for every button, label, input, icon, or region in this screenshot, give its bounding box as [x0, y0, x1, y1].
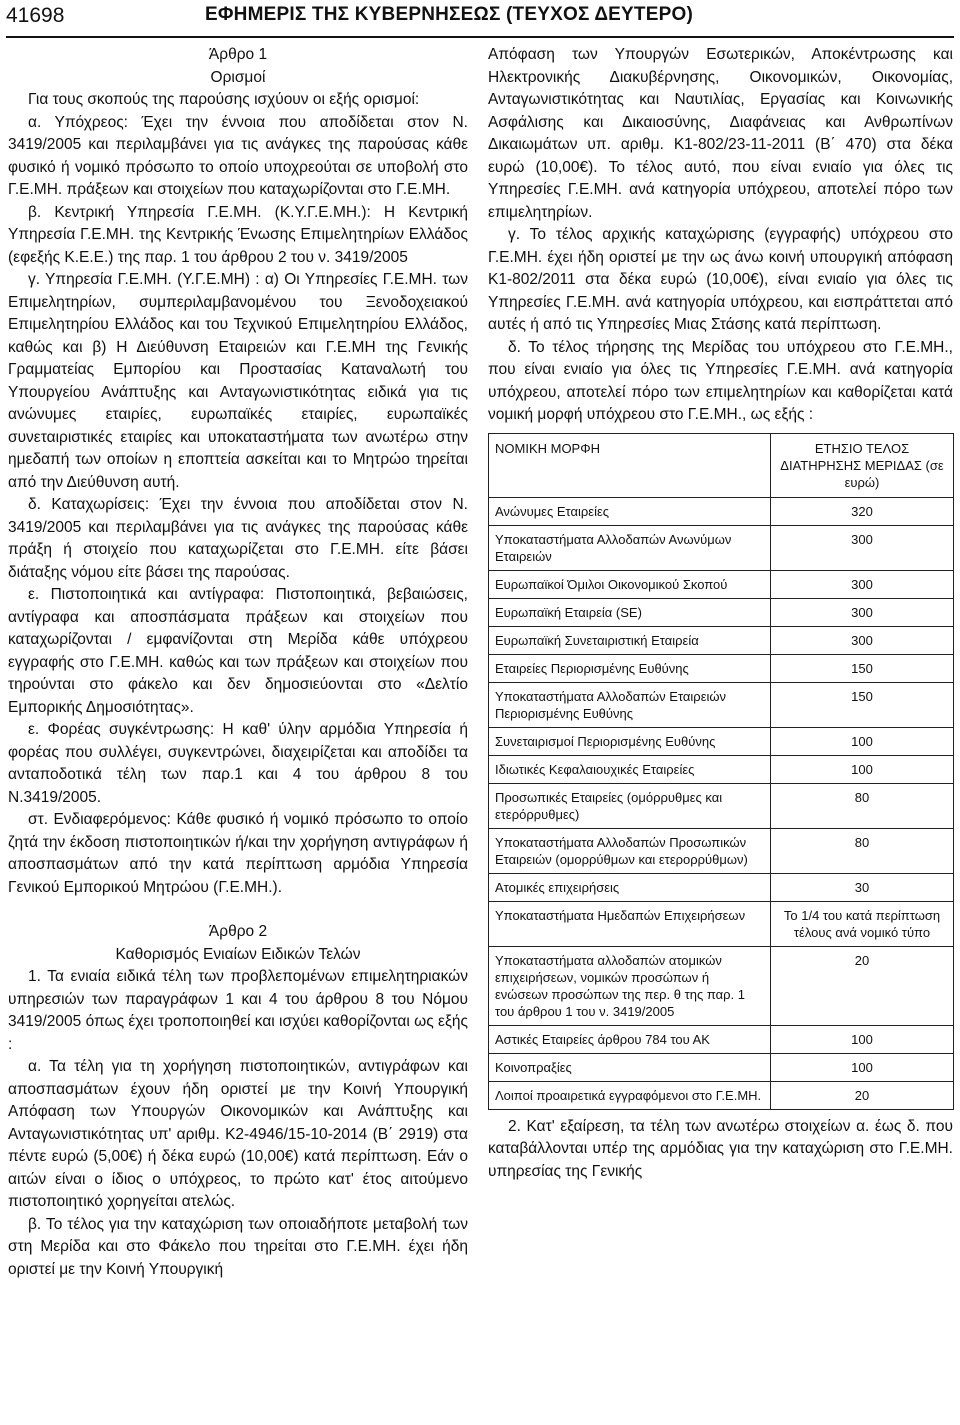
legal-form-cell: Προσωπικές Εταιρείες (ομόρρυθμες και ετερόρρυθμες)	[489, 783, 771, 828]
annual-fee-cell: 100	[771, 1025, 954, 1053]
legal-form-cell: Υποκαταστήματα Αλλοδαπών Προσωπικών Εταιρειών (ομορρύθμων και ετερορρύθμων)	[489, 828, 771, 873]
column-header-legal-form: ΝΟΜΙΚΗ ΜΟΡΦΗ	[489, 433, 771, 497]
table-row	[489, 828, 954, 873]
column-header-annual-fee: ΕΤΗΣΙΟ ΤΕΛΟΣ ΔΙΑΤΗΡΗΣΗΣ ΜΕΡΙΔΑΣ (σε ευρώ)	[771, 433, 954, 497]
article-1-subtitle: Ορισμοί	[210, 68, 266, 86]
table-row	[489, 727, 954, 755]
right-column	[488, 44, 953, 1183]
annual-fee-cell: Το 1/4 του κατά περίπτωση τέλους ανά νομικό τύπο	[771, 901, 954, 946]
legal-form-cell: Εταιρείες Περιορισμένης Ευθύνης	[489, 654, 771, 682]
page-header	[0, 0, 960, 40]
legal-form-cell: Συνεταιρισμοί Περιορισμένης Ευθύνης	[489, 727, 771, 755]
table-row	[489, 1053, 954, 1081]
annual-fee-cell: 320	[771, 497, 954, 525]
paragraph: δ. Το τέλος τήρησης της Μερίδας του υπόχρεου στο Γ.Ε.ΜΗ., που είναι ενιαίο για όλες τις Υπηρεσίες Γ.Ε.ΜΗ. ανά κατηγορία υπόχρεου, αποτελεί πόρο των επιμελητηρίων και καθορίζεται κατά νομική μορφή υπόχρεου στο Γ.Ε.ΜΗ., ως εξής :	[488, 338, 953, 423]
annual-fee-cell: 100	[771, 727, 954, 755]
page-number: 41698	[6, 4, 65, 27]
paragraph: γ. Το τέλος αρχικής καταχώρισης (εγγραφής) υπόχρεου στο Γ.Ε.ΜΗ. έχει ήδη οριστεί με την ως άνω κοινή υπουργική απόφαση Κ1-802/2011 στα δέκα ευρώ (10,00€), είναι ενιαίο για όλες τις Υπηρεσίες Γ.Ε.ΜΗ. ανά κατηγορία υπόχρεου, και εισπράττεται από αυτές ή από τις Υπηρεσίες Μιας Στάσης κατά περίπτωση.	[488, 226, 953, 333]
table-row	[489, 570, 954, 598]
table-row	[489, 497, 954, 525]
left-column	[8, 44, 468, 1281]
paragraph: Για τους σκοπούς της παρούσης ισχύουν οι εξής ορισμοί:	[28, 91, 420, 108]
annual-fee-cell: 80	[771, 783, 954, 828]
legal-form-cell: Υποκαταστήματα Αλλοδαπών Ανωνύμων Εταιρειών	[489, 525, 771, 570]
journal-title: ΕΦΗΜΕΡΙΣ ΤΗΣ ΚΥΒΕΡΝΗΣΕΩΣ (ΤΕΥΧΟΣ ΔΕΥΤΕΡΟ)	[205, 4, 693, 25]
annual-fee-cell: 300	[771, 570, 954, 598]
table-row	[489, 626, 954, 654]
legal-form-cell: Λοιποί προαιρετικά εγγραφόμενοι στο Γ.Ε.ΜΗ.	[489, 1081, 771, 1109]
paragraph: β. Το τέλος για την καταχώριση των οποιαδήποτε μεταβολή των στη Μερίδα και στο Φάκελο που τηρείται στο Γ.Ε.ΜΗ. έχει ήδη οριστεί με την Κοινή Υπουργική	[8, 1215, 468, 1278]
legal-form-cell: Ευρωπαϊκή Συνεταιριστική Εταιρεία	[489, 626, 771, 654]
table-row	[489, 946, 954, 1025]
article-1-title: Άρθρο 1	[208, 46, 268, 63]
legal-form-cell: Ανώνυμες Εταιρείες	[489, 497, 771, 525]
table-row	[489, 654, 954, 682]
annual-fee-cell: 30	[771, 873, 954, 901]
legal-form-cell: Ατομικές επιχειρήσεις	[489, 873, 771, 901]
paragraph: 1. Τα ενιαία ειδικά τέλη των προβλεπομένων επιμελητηριακών υπηρεσιών των παραγράφων 1 και 4 του άρθρου 8 του Νόμου 3419/2005 όπως έχει τροποποιηθεί και ισχύει καθορίζονται ως εξής :	[8, 968, 468, 1053]
annual-fee-cell: 150	[771, 682, 954, 727]
paragraph: ε. Πιστοποιητικά και αντίγραφα: Πιστοποιητικά, βεβαιώσεις, αντίγραφα και αποσπάσματα πράξεων και στοιχείων που καταχωρίζονται / εμφανίζονται στη Μερίδα κάθε υπόχρεου εγγραφής στο Γ.Ε.ΜΗ. καθώς και των πράξεων και στοιχείων που τηρούνται στο φάκελο και δεν δημοσιεύονται στο «Δελτίο Εμπορικής Δημοσιότητας».	[8, 586, 468, 716]
annual-fee-cell: 150	[771, 654, 954, 682]
table-row	[489, 1081, 954, 1109]
annual-fee-cell: 100	[771, 755, 954, 783]
legal-form-cell: Υποκαταστήματα Αλλοδαπών Εταιρειών Περιορισμένης Ευθύνης	[489, 682, 771, 727]
legal-form-cell: Κοινοπραξίες	[489, 1053, 771, 1081]
paragraph: ε. Φορέας συγκέντρωσης: Η καθ' ύλην αρμόδια Υπηρεσία ή φορέας που συλλέγει, συγκεντρώνει, διαχειρίζεται και αποδίδει τα ανταποδοτικά τέλη των παρ.1 και 4 του άρθρου 8 του Ν.3419/2005.	[8, 721, 468, 806]
annual-fee-cell: 20	[771, 946, 954, 1025]
paragraph: Απόφαση των Υπουργών Εσωτερικών, Αποκέντρωσης και Ηλεκτρονικής Διακυβέρνησης, Οικονομικών, Οικονομίας, Ανταγωνιστικότητας και Ναυτιλίας, Εργασίας και Κοινωνικής Ασφάλισης και Δικαιοσύνης, Διαφάνειας και Ανθρωπίνων Δικαιωμάτων υπ. αριθμ. Κ1-802/23-11-2011 (Β΄ 470) στα δέκα ευρώ (10,00€). Το τέλος αυτό, που είναι ενιαίο για όλες τις Υπηρεσίες Γ.Ε.ΜΗ. ανά κατηγορία υπόχρεου, αποτελεί πόρο των επιμελητηρίων.	[488, 46, 953, 221]
legal-form-cell: Ιδιωτικές Κεφαλαιουχικές Εταιρείες	[489, 755, 771, 783]
paragraph: δ. Καταχωρίσεις: Έχει την έννοια που αποδίδεται στον Ν. 3419/2005 και περιλαμβάνει για τις ανάγκες της παρούσας κάθε πράξη ή στοιχείο που καταχωρίζεται στο Γ.Ε.ΜΗ. είτε βάσει διάταξης νόμου είτε βάσει της παρούσας.	[8, 496, 468, 581]
table-row	[489, 873, 954, 901]
paragraph: στ. Ενδιαφερόμενος: Κάθε φυσικό ή νομικό πρόσωπο το οποίο ζητά την έκδοση πιστοποιητικών ή/και την χορήγηση αντιγράφων ή αποσπασμάτων από την κατά περίπτωση αρμόδια Υπηρεσία Γενικού Εμπορικού Μητρώου (Γ.Ε.ΜΗ.).	[8, 811, 468, 896]
table-header-row	[489, 433, 954, 497]
legal-form-cell: Υποκαταστήματα αλλοδαπών ατομικών επιχειρήσεων, νομικών προσώπων ή ενώσεων προσώπων της περ. θ της παρ. 1 του άρθρου 1 του ν. 3419/2005	[489, 946, 771, 1025]
legal-form-cell: Υποκαταστήματα Ημεδαπών Επιχειρήσεων	[489, 901, 771, 946]
paragraph: α. Υπόχρεος: Έχει την έννοια που αποδίδεται στον Ν. 3419/2005 και περιλαμβάνει για τις ανάγκες της παρούσας κάθε φυσικό ή νομικό πρόσωπο το οποίο υποχρεούται σε υποβολή στο Γ.Ε.ΜΗ. πράξεων και στοιχείων που καταχωρίζονται στο Γ.Ε.ΜΗ.	[8, 113, 468, 198]
legal-form-cell: Ευρωπαϊκοί Όμιλοι Οικονομικού Σκοπού	[489, 570, 771, 598]
annual-fee-cell: 300	[771, 626, 954, 654]
header-rule	[6, 36, 954, 38]
paragraph: 2. Κατ' εξαίρεση, τα τέλη των ανωτέρω στοιχείων α. έως δ. που καταβάλλονται υπέρ της αρμόδιας για την καταχώριση στο Γ.Ε.ΜΗ. υπηρεσίας της Γενικής	[488, 1117, 953, 1180]
fee-table-body	[489, 497, 954, 1109]
fee-table	[488, 433, 954, 1110]
annual-fee-cell: 300	[771, 525, 954, 570]
table-row	[489, 755, 954, 783]
annual-fee-cell: 300	[771, 598, 954, 626]
table-row	[489, 783, 954, 828]
table-row	[489, 682, 954, 727]
legal-form-cell: Αστικές Εταιρείες άρθρου 784 του ΑΚ	[489, 1025, 771, 1053]
paragraph: β. Κεντρική Υπηρεσία Γ.Ε.ΜΗ. (Κ.Υ.Γ.Ε.ΜΗ.): Η Κεντρική Υπηρεσία Γ.Ε.ΜΗ. της Κεντρικής Ένωσης Επιμελητηρίων Ελλάδος (εφεξής Κ.Ε.Ε.) της παρ. 1 του άρθρου 2 του ν. 3419/2005	[8, 203, 468, 266]
annual-fee-cell: 100	[771, 1053, 954, 1081]
table-row	[489, 1025, 954, 1053]
article-2-subtitle: Καθορισμός Ενιαίων Ειδικών Τελών	[115, 945, 361, 963]
paragraph: γ. Υπηρεσία Γ.Ε.ΜΗ. (Υ.Γ.Ε.ΜΗ) : α) Οι Υπηρεσίες Γ.Ε.ΜΗ. των Επιμελητηρίων, συμπεριλαμβανομένου του Ξενοδοχειακού Επιμελητηρίου Ελλάδος και του Τεχνικού Επιμελητηρίου Ελλάδος, καθώς και β) Η Διεύθυνση Εταιρειών και Γ.Ε.ΜΗ της Γενικής Γραμματείας Εμπορίου και Προστασίας Καταναλωτή του Υπουργείου Ανάπτυξης και Ανταγωνιστικότητας ειδικά για τις ανώνυμες εταιρίες, ευρωπαϊκές εταιρίες, ευρωπαϊκές συνεταιριστικές εταιρίες και υποκαταστήματα των ανωτέρω στην ημεδαπή των οποίων η εποπτεία ασκείται και το Μητρώο τηρείται από την Διεύθυνση αυτή.	[8, 271, 468, 491]
paragraph: α. Τα τέλη για τη χορήγηση πιστοποιητικών, αντιγράφων και αποσπασμάτων έχουν ήδη οριστεί με την Κοινή Υπουργική Απόφαση των Υπουργών Οικονομικών και Ανάπτυξης και Ανταγωνιστικότητας υπ' αριθμ. Κ2-4946/15-10-2014 (Β΄ 2919) στα πέντε ευρώ (5,00€) ή δέκα ευρώ (10,00€) κατά περίπτωση. Εάν ο αιτών είναι ο ίδιος ο υπόχρεος, το πρώτο κατ' έτος αιτούμενο πιστοποιητικό χορηγείται ατελώς.	[8, 1058, 468, 1210]
table-row	[489, 598, 954, 626]
annual-fee-cell: 20	[771, 1081, 954, 1109]
legal-form-cell: Ευρωπαϊκή Εταιρεία (SE)	[489, 598, 771, 626]
article-2-title: Άρθρο 2	[208, 923, 268, 940]
table-row	[489, 525, 954, 570]
table-row	[489, 901, 954, 946]
annual-fee-cell: 80	[771, 828, 954, 873]
